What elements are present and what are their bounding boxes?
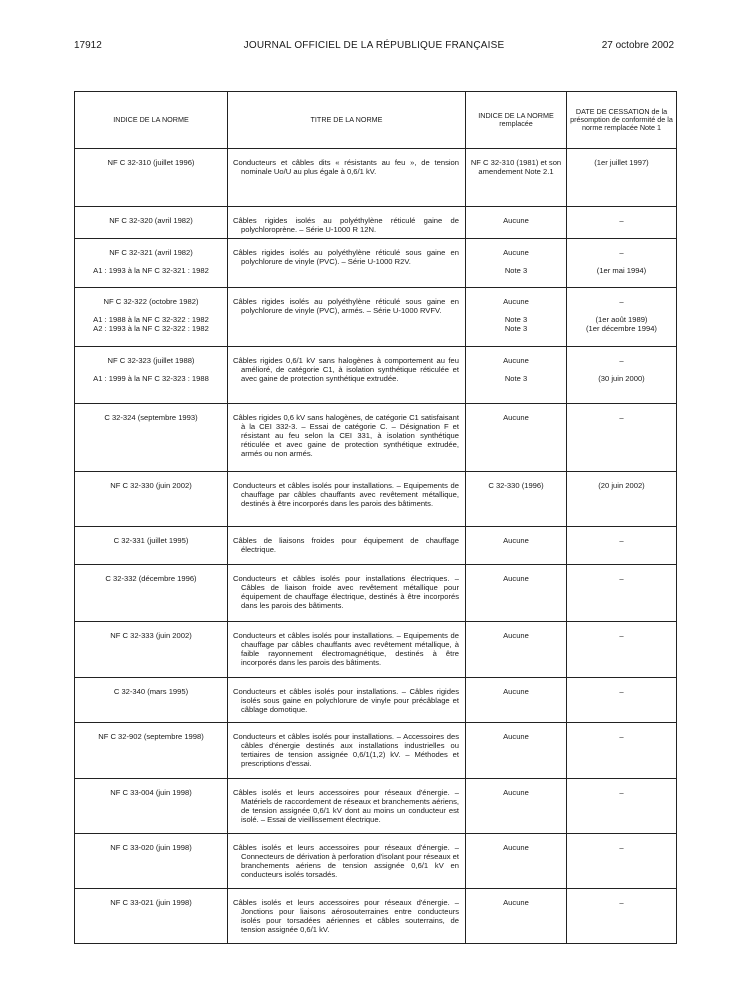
- cell-indice: [75, 347, 228, 404]
- cell-date-cessation-text: –: [619, 248, 624, 257]
- cell-remplacee-text: NF C 32-310 (1981) et son amendement Note 2.1: [470, 158, 562, 176]
- cell-remplacee-text: Aucune: [503, 413, 529, 422]
- cell-indice: [75, 834, 228, 889]
- cell-titre: [228, 834, 466, 889]
- cell-indice: [75, 472, 228, 527]
- cell-remplacee: [466, 288, 567, 347]
- cell-remplacee-text: Aucune: [503, 297, 529, 306]
- table-row: [75, 347, 677, 404]
- cell-date-cessation-amendment: (1er décembre 1994): [586, 324, 657, 333]
- cell-remplacee: [466, 723, 567, 779]
- cell-titre-text: Conducteurs et câbles isolés pour installations. – Accessoires des câbles d'énergie destinés aux installations industrielles ou tertiaires de tension assignée 0,6/1(1,2) kV. – Méthodes et prescriptions d'essai.: [233, 732, 459, 768]
- cell-indice-amendment: A2 : 1993 à la NF C 32-322 : 1982: [93, 324, 209, 333]
- cell-date-cessation-amendment: (30 juin 2000): [598, 374, 645, 383]
- cell-date-cessation-text: –: [619, 413, 624, 422]
- cell-remplacee-text: Aucune: [503, 631, 529, 640]
- cell-remplacee: [466, 622, 567, 678]
- norms-table: [74, 91, 677, 944]
- table-row: [75, 472, 677, 527]
- cell-indice: [75, 723, 228, 779]
- cell-titre-text: Conducteurs et câbles isolés pour installations électriques. – Câbles de liaison froide avec revêtement métallique pour équipement de chauffage électrique, destinés à être incorporés dans les parois des bâtiments.: [233, 574, 459, 610]
- cell-titre: [228, 404, 466, 472]
- cell-date-cessation-text: –: [619, 898, 624, 907]
- cell-remplacee: [466, 149, 567, 207]
- cell-date-cessation: [567, 723, 677, 779]
- cell-indice-text: NF C 33-020 (juin 1998): [110, 843, 192, 852]
- cell-date-cessation: [567, 889, 677, 944]
- table-row: [75, 678, 677, 723]
- cell-date-cessation-text: (1er juillet 1997): [594, 158, 649, 167]
- cell-titre: [228, 527, 466, 565]
- cell-indice-amendment: A1 : 1993 à la NF C 32-321 : 1982: [93, 266, 209, 275]
- cell-indice-text: NF C 33-004 (juin 1998): [110, 788, 192, 797]
- table-row: [75, 404, 677, 472]
- column-header-date-cessation: DATE DE CESSATION de la présomption de conformité de la norme remplacée Note 1: [567, 92, 677, 149]
- cell-date-cessation-text: –: [619, 631, 624, 640]
- cell-date-cessation-text: –: [619, 732, 624, 741]
- cell-titre: [228, 622, 466, 678]
- column-header-titre: TITRE DE LA NORME: [228, 92, 466, 149]
- cell-indice-text: NF C 32-330 (juin 2002): [110, 481, 192, 490]
- cell-indice-amendment: A1 : 1988 à la NF C 32-322 : 1982: [93, 315, 209, 324]
- cell-titre: [228, 565, 466, 622]
- cell-indice-text: NF C 32-333 (juin 2002): [110, 631, 192, 640]
- cell-titre: [228, 472, 466, 527]
- cell-remplacee: [466, 404, 567, 472]
- cell-date-cessation-amendment: (1er août 1989): [595, 315, 648, 324]
- cell-date-cessation-text: –: [619, 788, 624, 797]
- cell-indice-text: NF C 32-320 (avril 1982): [109, 216, 193, 225]
- table-row: [75, 207, 677, 239]
- cell-remplacee-amendment: Note 3: [504, 266, 528, 275]
- table-row: [75, 239, 677, 288]
- journal-title: JOURNAL OFFICIEL DE LA RÉPUBLIQUE FRANÇAISE: [243, 40, 505, 51]
- cell-remplacee-amendments: [470, 266, 562, 275]
- cell-indice: [75, 565, 228, 622]
- table-body: [75, 149, 677, 944]
- cell-indice: [75, 239, 228, 288]
- cell-remplacee-text: Aucune: [503, 898, 529, 907]
- table-row: [75, 723, 677, 779]
- cell-titre: [228, 678, 466, 723]
- table-row: [75, 622, 677, 678]
- table-row: [75, 834, 677, 889]
- cell-titre: [228, 207, 466, 239]
- cell-remplacee-text: Aucune: [503, 248, 529, 257]
- cell-remplacee: [466, 472, 567, 527]
- cell-remplacee-text: C 32-330 (1996): [488, 481, 544, 490]
- cell-date-cessation: [567, 622, 677, 678]
- cell-indice-text: C 32-324 (septembre 1993): [104, 413, 198, 422]
- cell-date-cessation-amendment: (1er mai 1994): [596, 266, 647, 275]
- cell-titre: [228, 779, 466, 834]
- cell-remplacee-amendments: [470, 315, 562, 333]
- cell-indice: [75, 779, 228, 834]
- page-number: 17912: [74, 40, 102, 51]
- cell-titre-text: Câbles rigides 0,6/1 kV sans halogènes à comportement au feu amélioré, de catégorie C1, à isolation synthétique réticulée et avec gaine de protection synthétique extrudée.: [233, 356, 459, 383]
- table-row: [75, 527, 677, 565]
- cell-date-cessation-text: –: [619, 843, 624, 852]
- cell-remplacee-text: Aucune: [503, 356, 529, 365]
- cell-date-cessation-text: –: [619, 216, 624, 225]
- cell-indice-text: C 32-340 (mars 1995): [113, 687, 189, 696]
- cell-remplacee: [466, 527, 567, 565]
- cell-date-cessation-text: –: [619, 536, 624, 545]
- cell-titre: [228, 889, 466, 944]
- cell-indice-amendments: [79, 315, 223, 333]
- cell-date-cessation: [567, 404, 677, 472]
- cell-remplacee-text: Aucune: [503, 788, 529, 797]
- cell-indice-text: NF C 32-902 (septembre 1998): [98, 732, 204, 741]
- cell-remplacee: [466, 779, 567, 834]
- cell-date-cessation-amendments: [571, 374, 672, 383]
- cell-indice-text: C 32-331 (juillet 1995): [113, 536, 189, 545]
- cell-indice-text: C 32-332 (décembre 1996): [105, 574, 197, 583]
- cell-titre-text: Câbles isolés et leurs accessoires pour réseaux d'énergie. – Jonctions pour liaisons aérosouterraines entre conducteurs isolés pour torsadées aériennes et câbles souterrains, de tension assignée 0,6/1 kV.: [233, 898, 459, 934]
- cell-remplacee-text: Aucune: [503, 574, 529, 583]
- table-row: [75, 779, 677, 834]
- cell-titre-text: Câbles rigides isolés au polyéthylène réticulé sous gaine en polychlorure de vinyle (PVC). – Série U-1000 R2V.: [233, 248, 459, 266]
- cell-indice-text: NF C 32-322 (octobre 1982): [103, 297, 199, 306]
- cell-date-cessation: [567, 288, 677, 347]
- cell-indice: [75, 404, 228, 472]
- cell-titre: [228, 149, 466, 207]
- cell-date-cessation: [567, 472, 677, 527]
- cell-remplacee: [466, 347, 567, 404]
- publication-date: 27 octobre 2002: [601, 40, 674, 51]
- cell-remplacee-text: Aucune: [503, 732, 529, 741]
- cell-remplacee-amendment: Note 3: [504, 324, 528, 333]
- table-header-row: [75, 92, 677, 149]
- cell-indice: [75, 678, 228, 723]
- cell-date-cessation-text: (20 juin 2002): [598, 481, 645, 490]
- cell-remplacee-amendment: Note 3: [504, 315, 528, 324]
- cell-titre-text: Conducteurs et câbles isolés pour installations. – Equipements de chauffage par câbles chauffants avec revêtement métallique, à faible rayonnement électromagnétique, destinés à être incorporés dans les parois des bâtiments.: [233, 631, 459, 667]
- cell-titre: [228, 347, 466, 404]
- cell-date-cessation: [567, 239, 677, 288]
- cell-titre: [228, 239, 466, 288]
- cell-date-cessation-text: –: [619, 574, 624, 583]
- table-row: [75, 288, 677, 347]
- cell-remplacee-text: Aucune: [503, 536, 529, 545]
- cell-indice: [75, 622, 228, 678]
- cell-date-cessation-amendments: [571, 315, 672, 333]
- cell-date-cessation: [567, 779, 677, 834]
- cell-date-cessation-text: –: [619, 687, 624, 696]
- cell-titre-text: Câbles rigides isolés au polyéthylène réticulé gaine de polychloroprène. – Série U-1000 R 12N.: [233, 216, 459, 234]
- cell-date-cessation: [567, 347, 677, 404]
- cell-date-cessation: [567, 678, 677, 723]
- cell-indice-amendment: A1 : 1999 à la NF C 32-323 : 1988: [93, 374, 209, 383]
- cell-remplacee: [466, 207, 567, 239]
- cell-remplacee: [466, 565, 567, 622]
- cell-titre-text: Conducteurs et câbles isolés pour installations. – Câbles rigides isolés sous gaine en polychlorure de vinyle pour précâblage et câblage domotique.: [233, 687, 459, 714]
- cell-date-cessation: [567, 834, 677, 889]
- cell-indice-text: NF C 33-021 (juin 1998): [110, 898, 192, 907]
- cell-indice: [75, 527, 228, 565]
- table-row: [75, 565, 677, 622]
- cell-titre: [228, 723, 466, 779]
- table-row: [75, 149, 677, 207]
- cell-remplacee: [466, 834, 567, 889]
- cell-indice-text: NF C 32-323 (juillet 1988): [107, 356, 195, 365]
- cell-indice-text: NF C 32-321 (avril 1982): [109, 248, 193, 257]
- cell-remplacee-text: Aucune: [503, 687, 529, 696]
- column-header-remplacee: INDICE DE LA NORME remplacée: [466, 92, 567, 149]
- cell-date-cessation-text: –: [619, 356, 624, 365]
- cell-date-cessation: [567, 207, 677, 239]
- cell-remplacee-amendments: [470, 374, 562, 383]
- cell-titre-text: Câbles de liaisons froides pour équipement de chauffage électrique.: [233, 536, 459, 554]
- cell-indice-amendments: [79, 374, 223, 383]
- cell-date-cessation: [567, 565, 677, 622]
- page-header: [0, 0, 748, 60]
- cell-titre-text: Câbles rigides isolés au polyéthylène réticulé sous gaine en polychlorure de vinyle (PVC), armés. – Série U-1000 RVFV.: [233, 297, 459, 315]
- cell-indice: [75, 288, 228, 347]
- cell-date-cessation: [567, 527, 677, 565]
- cell-titre: [228, 288, 466, 347]
- cell-date-cessation-amendments: [571, 266, 672, 275]
- cell-titre-text: Conducteurs et câbles dits « résistants au feu », de tension nominale Uo/U au plus égale à 0,6/1 kV.: [233, 158, 459, 176]
- cell-indice: [75, 149, 228, 207]
- cell-indice: [75, 207, 228, 239]
- cell-remplacee-text: Aucune: [503, 216, 529, 225]
- table-row: [75, 889, 677, 944]
- cell-remplacee-text: Aucune: [503, 843, 529, 852]
- cell-titre-text: Conducteurs et câbles isolés pour installations. – Equipements de chauffage par câbles chauffants avec revêtement métallique, destinés à être incorporés dans les parois des bâtiments.: [233, 481, 459, 508]
- cell-indice: [75, 889, 228, 944]
- cell-titre-text: Câbles isolés et leurs accessoires pour réseaux d'énergie. – Connecteurs de dérivation à perforation d'isolant pour réseaux et branchements aériens de tension assignée 0,6/1 kV en conducteurs isolés torsadés.: [233, 843, 460, 879]
- cell-remplacee: [466, 889, 567, 944]
- cell-indice-amendments: [79, 266, 223, 275]
- column-header-indice: INDICE DE LA NORME: [75, 92, 228, 149]
- cell-remplacee: [466, 239, 567, 288]
- cell-remplacee: [466, 678, 567, 723]
- cell-titre-text: Câbles rigides 0,6 kV sans halogènes, de catégorie C1 satisfaisant à la CEI 332-3. – Essai de catégorie C. – Désignation F et résistant au feu selon la CEI 331, à isolation synthétique réticulée et avec gaine de protection synthétique extrudée, armés ou non armés.: [233, 413, 459, 458]
- cell-date-cessation: [567, 149, 677, 207]
- cell-date-cessation-text: –: [619, 297, 624, 306]
- cell-indice-text: NF C 32-310 (juillet 1996): [107, 158, 195, 167]
- cell-titre-text: Câbles isolés et leurs accessoires pour réseaux d'énergie. – Matériels de raccordement de réseaux et branchements aériens, de tension assignée 0,6/1 kV dont au moins un conducteur est isolé. – Essai de vieillissement électrique.: [233, 788, 459, 824]
- cell-remplacee-amendment: Note 3: [504, 374, 528, 383]
